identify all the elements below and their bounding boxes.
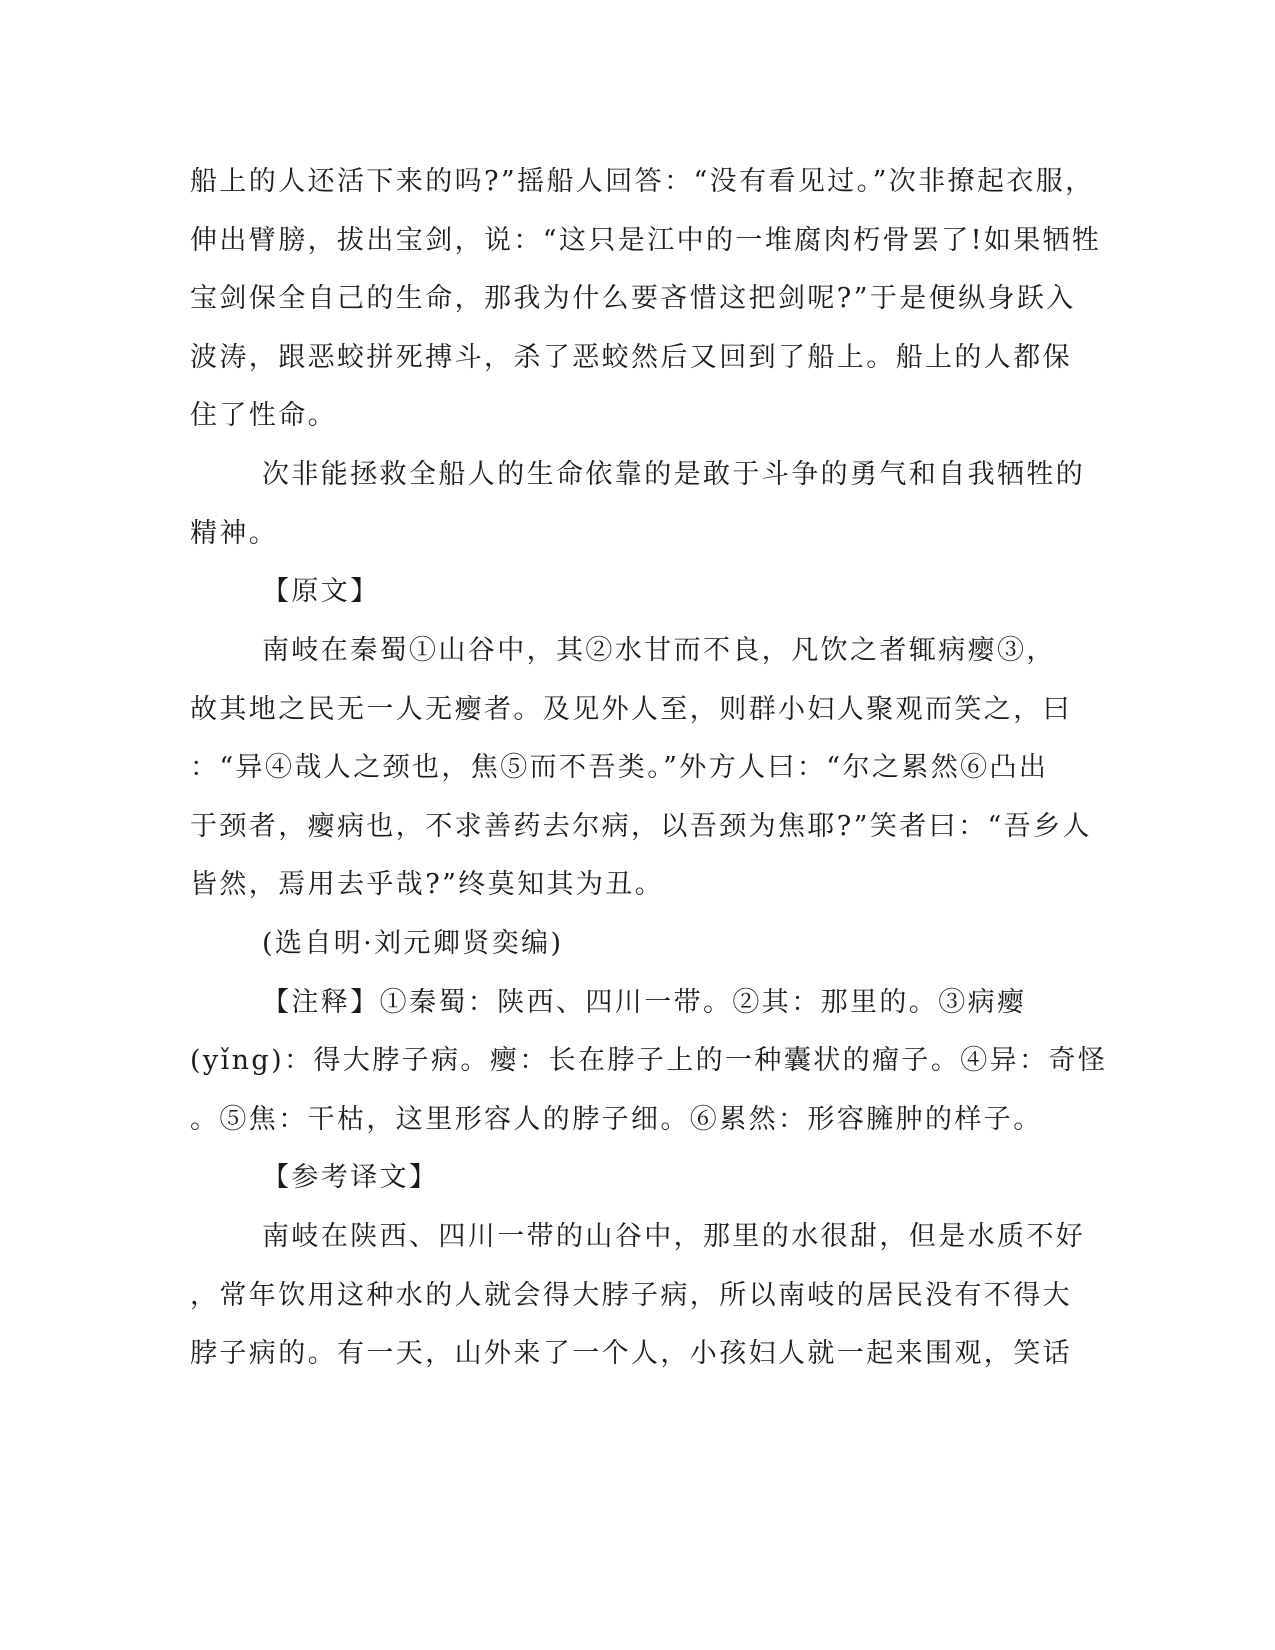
text-line: 皆然，焉用去乎哉?”终莫知其为丑。 <box>190 869 665 900</box>
text-line: 次非能拯救全船人的生命依靠的是敢于斗争的勇气和自我牺牲的 <box>262 459 1086 490</box>
text-line: 伸出臂膀，拔出宝剑，说：“这只是江中的一堆腐肉朽骨罢了!如果牺牲 <box>190 225 1102 256</box>
text-line: 。⑤焦：干枯，这里形容人的脖子细。⑥累然：形容臃肿的样子。 <box>190 1104 1043 1135</box>
section-heading: 【参考译文】 <box>262 1162 439 1193</box>
text-line: 住了性命。 <box>190 400 337 431</box>
text-line: 南岐在秦蜀①山谷中，其②水甘而不良，凡饮之者辄病瘿③， <box>262 635 1056 666</box>
text-line: 船上的人还活下来的吗?”摇船人回答：“没有看见过。”次非撩起衣服， <box>190 166 1095 197</box>
text-line: 【注释】①秦蜀：陕西、四川一带。②其：那里的。③病瘿 <box>262 987 1027 1018</box>
text-line: 脖子病的。有一天，山外来了一个人，小孩妇人就一起来围观，笑话 <box>190 1338 1072 1369</box>
section-heading: 【原文】 <box>262 576 380 607</box>
text-line: 精神。 <box>190 518 279 549</box>
text-line: 南岐在陕西、四川一带的山谷中，那里的水很甜，但是水质不好 <box>262 1221 1086 1252</box>
text-line: 波涛，跟恶蛟拼死搏斗，杀了恶蛟然后又回到了船上。船上的人都保 <box>190 342 1072 373</box>
text-line: ：“异④哉人之颈也，焦⑤而不吾类。”外方人曰：“尔之累然⑥凸出 <box>190 752 1049 783</box>
source-line: (选自明·刘元卿贤奕编) <box>262 928 564 959</box>
text-line: 宝剑保全自己的生命，那我为什么要吝惜这把剑呢?”于是便纵身跃入 <box>190 283 1076 314</box>
text-line: ，常年饮用这种水的人就会得大脖子病，所以南岐的居民没有不得大 <box>190 1280 1072 1311</box>
text-line: (yǐng)：得大脖子病。瘿：长在脖子上的一种囊状的瘤子。④异：奇怪 <box>190 1045 1108 1076</box>
text-line: 于颈者，瘿病也，不求善药去尔病，以吾颈为焦耶?”笑者曰：“吾乡人 <box>190 811 1092 842</box>
text-line: 故其地之民无一人无瘿者。及见外人至，则群小妇人聚观而笑之，曰 <box>190 694 1072 725</box>
